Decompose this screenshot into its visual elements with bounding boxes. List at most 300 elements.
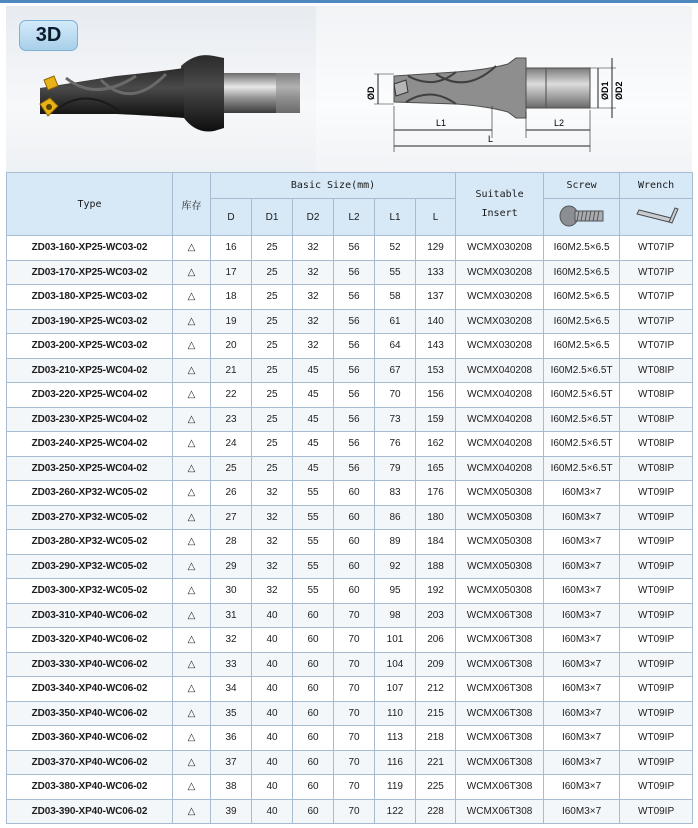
- cell-wrench: WT09IP: [620, 750, 693, 775]
- cell-L1: 98: [375, 603, 416, 628]
- cell-D: 27: [211, 505, 252, 530]
- cell-screw: I60M3×7: [544, 652, 620, 677]
- cell-insert: WCMX030208: [456, 309, 544, 334]
- cell-insert: WCMX030208: [456, 334, 544, 359]
- cell-D: 20: [211, 334, 252, 359]
- cell-insert: WCMX030208: [456, 236, 544, 261]
- cell-L2: 60: [334, 554, 375, 579]
- cell-screw: I60M2.5×6.5: [544, 285, 620, 310]
- cell-screw: I60M2.5×6.5: [544, 236, 620, 261]
- cell-L2: 60: [334, 505, 375, 530]
- dim-L-label: L: [488, 134, 494, 144]
- cell-D1: 40: [252, 628, 293, 653]
- cell-D2: 60: [293, 652, 334, 677]
- header-basic-size: Basic Size(mm): [211, 173, 456, 199]
- cell-stock: △: [173, 407, 211, 432]
- cell-insert: WCMX050308: [456, 505, 544, 530]
- cell-wrench: WT09IP: [620, 579, 693, 604]
- cell-screw: I60M3×7: [544, 701, 620, 726]
- cell-L2: 60: [334, 481, 375, 506]
- cell-L2: 56: [334, 456, 375, 481]
- cell-insert: WCMX050308: [456, 579, 544, 604]
- cell-D2: 32: [293, 260, 334, 285]
- cell-screw: I60M2.5×6.5: [544, 309, 620, 334]
- cell-stock: △: [173, 334, 211, 359]
- cell-L2: 70: [334, 701, 375, 726]
- cell-stock: △: [173, 456, 211, 481]
- cell-stock: △: [173, 554, 211, 579]
- cell-screw: I60M3×7: [544, 554, 620, 579]
- cell-L: 162: [416, 432, 456, 457]
- cell-screw: I60M3×7: [544, 603, 620, 628]
- header-col-D1: D1: [252, 199, 293, 236]
- header-col-D2: D2: [293, 199, 334, 236]
- cell-L: 209: [416, 652, 456, 677]
- cell-D1: 32: [252, 530, 293, 555]
- cell-D1: 25: [252, 407, 293, 432]
- cell-D: 35: [211, 701, 252, 726]
- cell-screw: I60M3×7: [544, 530, 620, 555]
- cell-D2: 60: [293, 775, 334, 800]
- wrench-image-cell: [620, 199, 693, 236]
- cell-wrench: WT08IP: [620, 358, 693, 383]
- cell-D: 36: [211, 726, 252, 751]
- cell-insert: WCMX030208: [456, 260, 544, 285]
- table-row: [7, 603, 693, 628]
- cell-L1: 61: [375, 309, 416, 334]
- cell-D2: 55: [293, 579, 334, 604]
- top-rule: [0, 0, 698, 3]
- cell-screw: I60M3×7: [544, 726, 620, 751]
- header-screw: Screw: [544, 173, 620, 199]
- cell-D: 39: [211, 799, 252, 824]
- cell-insert: WCMX06T308: [456, 726, 544, 751]
- cell-stock: △: [173, 726, 211, 751]
- cell-stock: △: [173, 383, 211, 408]
- cell-L: 165: [416, 456, 456, 481]
- table-row: [7, 579, 693, 604]
- cell-D2: 60: [293, 701, 334, 726]
- cell-D1: 40: [252, 799, 293, 824]
- cell-type: ZD03-340-XP40-WC06-02: [7, 677, 173, 702]
- cell-D2: 60: [293, 628, 334, 653]
- cell-L1: 110: [375, 701, 416, 726]
- cell-L: 218: [416, 726, 456, 751]
- cell-L: 188: [416, 554, 456, 579]
- cell-L2: 56: [334, 236, 375, 261]
- cell-D2: 45: [293, 407, 334, 432]
- cell-L1: 52: [375, 236, 416, 261]
- cell-type: ZD03-230-XP25-WC04-02: [7, 407, 173, 432]
- cell-D1: 40: [252, 652, 293, 677]
- cell-D2: 45: [293, 358, 334, 383]
- cell-L: 137: [416, 285, 456, 310]
- cell-screw: I60M2.5×6.5: [544, 334, 620, 359]
- cell-D2: 55: [293, 554, 334, 579]
- cell-D1: 32: [252, 505, 293, 530]
- cell-L1: 76: [375, 432, 416, 457]
- table-row: [7, 775, 693, 800]
- cell-D1: 25: [252, 260, 293, 285]
- cell-D2: 55: [293, 481, 334, 506]
- cell-screw: I60M3×7: [544, 505, 620, 530]
- cell-L1: 67: [375, 358, 416, 383]
- table-row: [7, 726, 693, 751]
- cell-D2: 45: [293, 383, 334, 408]
- header-col-D: D: [211, 199, 252, 236]
- cell-D2: 60: [293, 677, 334, 702]
- cell-L1: 55: [375, 260, 416, 285]
- cell-D: 16: [211, 236, 252, 261]
- drill-photo-icon: [6, 6, 316, 172]
- cell-D2: 60: [293, 726, 334, 751]
- cell-D2: 32: [293, 334, 334, 359]
- cell-insert: WCMX040208: [456, 407, 544, 432]
- cell-D: 19: [211, 309, 252, 334]
- table-row: [7, 652, 693, 677]
- cell-stock: △: [173, 750, 211, 775]
- cell-type: ZD03-330-XP40-WC06-02: [7, 652, 173, 677]
- cell-L1: 58: [375, 285, 416, 310]
- cell-D: 23: [211, 407, 252, 432]
- cell-insert: WCMX040208: [456, 383, 544, 408]
- cell-screw: I60M3×7: [544, 799, 620, 824]
- cell-L2: 70: [334, 677, 375, 702]
- cell-D: 34: [211, 677, 252, 702]
- cell-insert: WCMX06T308: [456, 775, 544, 800]
- cell-type: ZD03-350-XP40-WC06-02: [7, 701, 173, 726]
- cell-insert: WCMX050308: [456, 481, 544, 506]
- cell-type: ZD03-170-XP25-WC03-02: [7, 260, 173, 285]
- header-col-L: L: [416, 199, 456, 236]
- cell-type: ZD03-380-XP40-WC06-02: [7, 775, 173, 800]
- cell-L: 228: [416, 799, 456, 824]
- header-figure: [6, 6, 692, 172]
- table-row: [7, 334, 693, 359]
- cell-L: 221: [416, 750, 456, 775]
- cell-screw: I60M2.5×6.5T: [544, 456, 620, 481]
- cell-L2: 56: [334, 309, 375, 334]
- cell-D: 33: [211, 652, 252, 677]
- table-row: [7, 799, 693, 824]
- table-row: [7, 260, 693, 285]
- cell-wrench: WT09IP: [620, 775, 693, 800]
- cell-L: 180: [416, 505, 456, 530]
- cell-L1: 104: [375, 652, 416, 677]
- table-row: [7, 701, 693, 726]
- cell-screw: I60M3×7: [544, 775, 620, 800]
- cell-D1: 40: [252, 775, 293, 800]
- cell-D2: 60: [293, 799, 334, 824]
- cell-wrench: WT07IP: [620, 236, 693, 261]
- cell-type: ZD03-280-XP32-WC05-02: [7, 530, 173, 555]
- cell-stock: △: [173, 505, 211, 530]
- cell-type: ZD03-300-XP32-WC05-02: [7, 579, 173, 604]
- cell-D2: 60: [293, 750, 334, 775]
- cell-stock: △: [173, 285, 211, 310]
- cell-L: 176: [416, 481, 456, 506]
- cell-L2: 70: [334, 750, 375, 775]
- cell-L1: 116: [375, 750, 416, 775]
- cell-type: ZD03-360-XP40-WC06-02: [7, 726, 173, 751]
- cell-stock: △: [173, 481, 211, 506]
- cell-L: 129: [416, 236, 456, 261]
- cell-wrench: WT09IP: [620, 505, 693, 530]
- cell-L2: 56: [334, 260, 375, 285]
- cell-wrench: WT08IP: [620, 383, 693, 408]
- cell-L1: 107: [375, 677, 416, 702]
- cell-D1: 40: [252, 603, 293, 628]
- cell-wrench: WT07IP: [620, 309, 693, 334]
- cell-type: ZD03-320-XP40-WC06-02: [7, 628, 173, 653]
- table-row: [7, 554, 693, 579]
- cell-type: ZD03-160-XP25-WC03-02: [7, 236, 173, 261]
- cell-L1: 83: [375, 481, 416, 506]
- cell-type: ZD03-180-XP25-WC03-02: [7, 285, 173, 310]
- cell-stock: △: [173, 309, 211, 334]
- cell-insert: WCMX050308: [456, 530, 544, 555]
- cell-D: 28: [211, 530, 252, 555]
- cell-insert: WCMX040208: [456, 456, 544, 481]
- cell-L2: 56: [334, 358, 375, 383]
- cell-L2: 56: [334, 407, 375, 432]
- table-row: [7, 677, 693, 702]
- cell-L2: 70: [334, 628, 375, 653]
- cell-L1: 101: [375, 628, 416, 653]
- cell-D1: 40: [252, 726, 293, 751]
- cell-D: 29: [211, 554, 252, 579]
- cell-L2: 56: [334, 285, 375, 310]
- cell-L: 203: [416, 603, 456, 628]
- cell-L1: 86: [375, 505, 416, 530]
- cell-wrench: WT09IP: [620, 652, 693, 677]
- length-badge: 3D: [19, 20, 78, 51]
- cell-D1: 40: [252, 677, 293, 702]
- dim-D2-label: ØD2: [614, 81, 624, 100]
- cell-insert: WCMX040208: [456, 432, 544, 457]
- table-row: [7, 530, 693, 555]
- cell-D1: 40: [252, 701, 293, 726]
- cell-stock: △: [173, 799, 211, 824]
- cell-wrench: WT09IP: [620, 603, 693, 628]
- cell-wrench: WT09IP: [620, 677, 693, 702]
- cell-type: ZD03-390-XP40-WC06-02: [7, 799, 173, 824]
- cell-insert: WCMX06T308: [456, 799, 544, 824]
- table-row: [7, 505, 693, 530]
- cell-L1: 70: [375, 383, 416, 408]
- cell-D2: 45: [293, 456, 334, 481]
- cell-D2: 55: [293, 505, 334, 530]
- cell-screw: I60M3×7: [544, 750, 620, 775]
- header-wrench: Wrench: [620, 173, 693, 199]
- cell-wrench: WT09IP: [620, 554, 693, 579]
- cell-wrench: WT09IP: [620, 799, 693, 824]
- cell-D: 17: [211, 260, 252, 285]
- table-row: [7, 358, 693, 383]
- cell-type: ZD03-370-XP40-WC06-02: [7, 750, 173, 775]
- table-row: [7, 236, 693, 261]
- cell-L: 215: [416, 701, 456, 726]
- spec-table-body: [7, 236, 693, 824]
- cell-D: 32: [211, 628, 252, 653]
- table-row: [7, 750, 693, 775]
- cell-L: 159: [416, 407, 456, 432]
- cell-D: 22: [211, 383, 252, 408]
- cell-stock: △: [173, 530, 211, 555]
- cell-L2: 56: [334, 334, 375, 359]
- cell-screw: I60M2.5×6.5T: [544, 358, 620, 383]
- header-insert-line1: Suitable: [475, 189, 524, 200]
- cell-screw: I60M3×7: [544, 481, 620, 506]
- cell-type: ZD03-260-XP32-WC05-02: [7, 481, 173, 506]
- cell-insert: WCMX06T308: [456, 701, 544, 726]
- cell-D: 25: [211, 456, 252, 481]
- cell-stock: △: [173, 652, 211, 677]
- cell-L2: 70: [334, 652, 375, 677]
- header-type: Type: [7, 173, 173, 236]
- cell-D1: 32: [252, 481, 293, 506]
- table-row: [7, 456, 693, 481]
- cell-screw: I60M2.5×6.5T: [544, 432, 620, 457]
- cell-insert: WCMX06T308: [456, 628, 544, 653]
- dim-L2-label: L2: [554, 118, 565, 128]
- cell-wrench: WT07IP: [620, 260, 693, 285]
- cell-stock: △: [173, 260, 211, 285]
- cell-wrench: WT07IP: [620, 334, 693, 359]
- product-photo-panel: [6, 6, 316, 172]
- cell-insert: WCMX06T308: [456, 652, 544, 677]
- cell-L: 206: [416, 628, 456, 653]
- cell-L: 184: [416, 530, 456, 555]
- cell-D: 26: [211, 481, 252, 506]
- cell-D1: 25: [252, 432, 293, 457]
- cell-stock: △: [173, 236, 211, 261]
- cell-L1: 95: [375, 579, 416, 604]
- cell-L1: 92: [375, 554, 416, 579]
- cell-stock: △: [173, 603, 211, 628]
- cell-type: ZD03-290-XP32-WC05-02: [7, 554, 173, 579]
- cell-L1: 122: [375, 799, 416, 824]
- cell-L2: 60: [334, 530, 375, 555]
- cell-D: 31: [211, 603, 252, 628]
- dim-D1-label: ØD1: [600, 81, 610, 100]
- cell-D1: 40: [252, 750, 293, 775]
- cell-screw: I60M3×7: [544, 677, 620, 702]
- cell-D2: 32: [293, 285, 334, 310]
- header-col-L2: L2: [334, 199, 375, 236]
- cell-stock: △: [173, 432, 211, 457]
- cell-L2: 70: [334, 603, 375, 628]
- cell-D2: 32: [293, 309, 334, 334]
- cell-L1: 89: [375, 530, 416, 555]
- cell-D1: 25: [252, 383, 293, 408]
- cell-stock: △: [173, 628, 211, 653]
- cell-stock: △: [173, 701, 211, 726]
- cell-L2: 70: [334, 775, 375, 800]
- cell-D2: 32: [293, 236, 334, 261]
- cell-L2: 70: [334, 726, 375, 751]
- table-row: [7, 628, 693, 653]
- cell-insert: WCMX06T308: [456, 750, 544, 775]
- header-col-L1: L1: [375, 199, 416, 236]
- cell-type: ZD03-220-XP25-WC04-02: [7, 383, 173, 408]
- cell-wrench: WT07IP: [620, 285, 693, 310]
- header-stock: 库存: [173, 173, 211, 236]
- cell-wrench: WT08IP: [620, 432, 693, 457]
- cell-insert: WCMX030208: [456, 285, 544, 310]
- cell-D1: 25: [252, 236, 293, 261]
- dim-L1-label: L1: [436, 118, 447, 128]
- technical-drawing-panel: [316, 6, 692, 172]
- cell-type: ZD03-190-XP25-WC03-02: [7, 309, 173, 334]
- cell-wrench: WT08IP: [620, 407, 693, 432]
- cell-L1: 64: [375, 334, 416, 359]
- cell-L2: 60: [334, 579, 375, 604]
- cell-L2: 70: [334, 799, 375, 824]
- cell-wrench: WT09IP: [620, 481, 693, 506]
- table-row: [7, 407, 693, 432]
- cell-L: 143: [416, 334, 456, 359]
- technical-drawing: [316, 6, 692, 172]
- table-row: [7, 309, 693, 334]
- cell-insert: WCMX050308: [456, 554, 544, 579]
- cell-type: ZD03-210-XP25-WC04-02: [7, 358, 173, 383]
- cell-type: ZD03-200-XP25-WC03-02: [7, 334, 173, 359]
- table-row: [7, 285, 693, 310]
- cell-type: ZD03-240-XP25-WC04-02: [7, 432, 173, 457]
- cell-L1: 73: [375, 407, 416, 432]
- header-suitable-insert: [456, 173, 544, 236]
- cell-type: ZD03-310-XP40-WC06-02: [7, 603, 173, 628]
- cell-screw: I60M2.5×6.5: [544, 260, 620, 285]
- cell-wrench: WT09IP: [620, 701, 693, 726]
- cell-L2: 56: [334, 383, 375, 408]
- spec-table: [6, 172, 693, 824]
- cell-L: 133: [416, 260, 456, 285]
- cell-D2: 60: [293, 603, 334, 628]
- cell-wrench: WT09IP: [620, 530, 693, 555]
- table-row: [7, 481, 693, 506]
- wrench-icon: [631, 202, 681, 230]
- cell-wrench: WT09IP: [620, 628, 693, 653]
- cell-L: 156: [416, 383, 456, 408]
- cell-screw: I60M2.5×6.5T: [544, 407, 620, 432]
- cell-D2: 45: [293, 432, 334, 457]
- cell-L: 153: [416, 358, 456, 383]
- cell-D: 38: [211, 775, 252, 800]
- screw-icon: [557, 202, 607, 230]
- cell-D: 30: [211, 579, 252, 604]
- cell-L: 140: [416, 309, 456, 334]
- dim-D-label: ØD: [366, 86, 376, 100]
- cell-D1: 25: [252, 309, 293, 334]
- cell-D: 37: [211, 750, 252, 775]
- cell-stock: △: [173, 358, 211, 383]
- cell-insert: WCMX06T308: [456, 603, 544, 628]
- cell-D1: 25: [252, 456, 293, 481]
- table-row: [7, 383, 693, 408]
- cell-L: 192: [416, 579, 456, 604]
- cell-D1: 25: [252, 358, 293, 383]
- cell-D: 18: [211, 285, 252, 310]
- cell-L1: 119: [375, 775, 416, 800]
- cell-insert: WCMX06T308: [456, 677, 544, 702]
- cell-screw: I60M3×7: [544, 579, 620, 604]
- cell-D2: 55: [293, 530, 334, 555]
- screw-image-cell: [544, 199, 620, 236]
- cell-L: 212: [416, 677, 456, 702]
- cell-wrench: WT08IP: [620, 456, 693, 481]
